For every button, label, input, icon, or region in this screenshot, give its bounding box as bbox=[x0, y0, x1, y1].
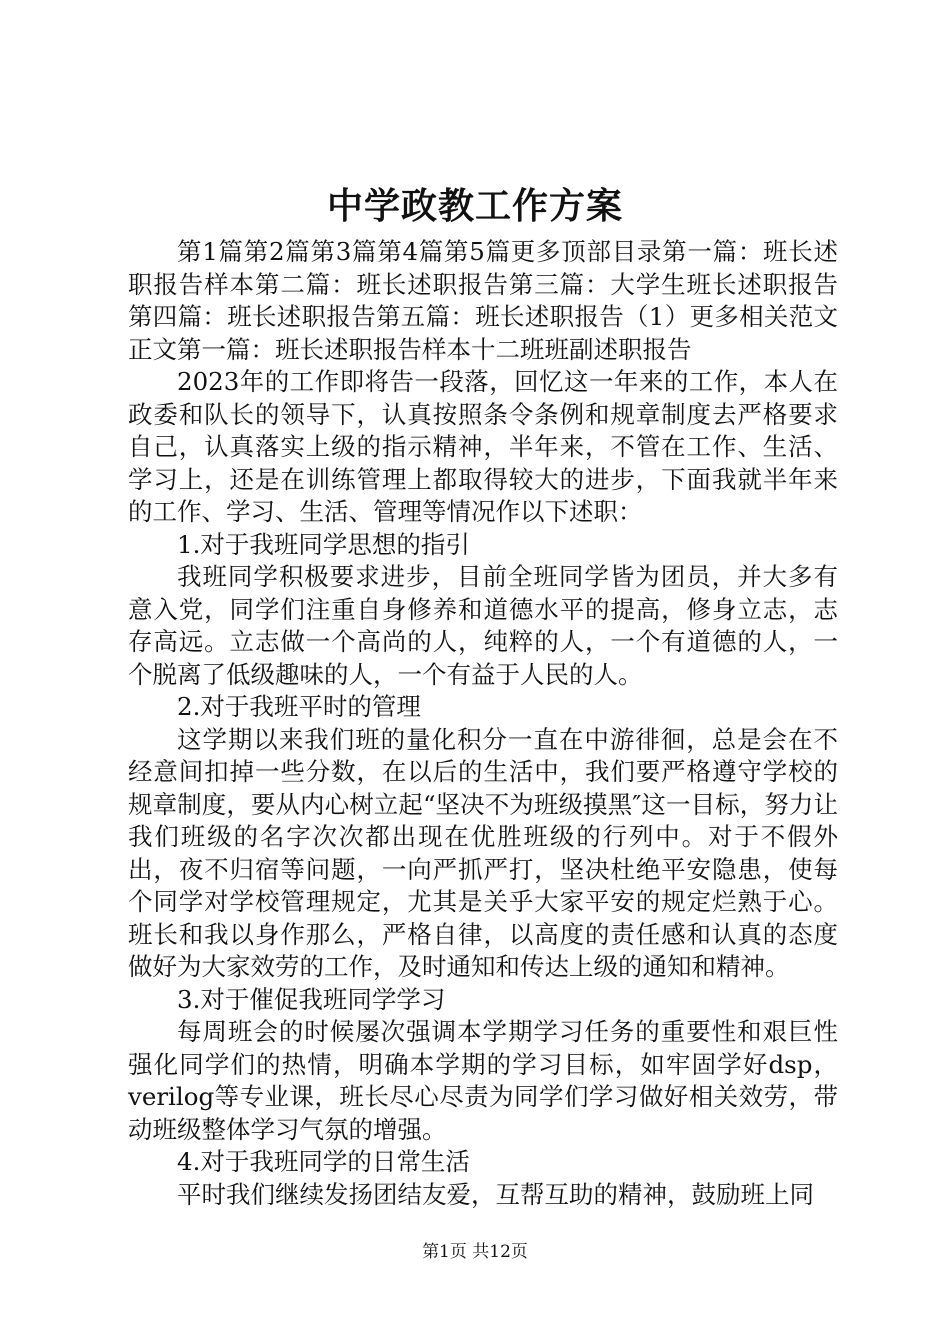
paragraph-toc: 第1篇第2篇第3篇第4篇第5篇更多顶部目录第一篇：班长述职报告样本第二篇：班长述职报告第三篇：大学生班长述职报告第四篇：班长述职报告第五篇：班长述职报告（1）更多相关范文正文第一篇：班长述职报告样本十二班班副述职报告 bbox=[128, 237, 838, 364]
paragraph-section-2: 这学期以来我们班的量化积分一直在中游徘徊，总是会在不经意间扣掉一些分数，在以后的生活中，我们要严格遵守学校的规章制度，要从内心树立起“坚决不为班级摸黑″这一目标，努力让我们班级的名字次次都出现在优胜班级的行列中。对于不假外出，夜不归宿等问题，一向严抓严打，坚决杜绝平安隐患，使每个同学对学校管理规定，尤其是关乎大家平安的规定烂熟于心。班长和我以身作那么，严格自律，以高度的责任感和认真的态度做好为大家效劳的工作，及时通知和传达上级的通知和精神。 bbox=[128, 724, 838, 981]
page-footer: 第1页 共12页 bbox=[422, 1242, 528, 1262]
document-body bbox=[128, 236, 838, 1211]
section-heading-4: 4.对于我班同学的日常生活 bbox=[177, 1147, 470, 1176]
section-heading-3: 3.对于催促我班同学学习 bbox=[177, 984, 446, 1014]
section-heading-2: 2.对于我班平时的管理 bbox=[177, 692, 421, 721]
section-heading-1: 1.对于我班同学思想的指引 bbox=[177, 529, 470, 559]
paragraph-section-4: 平时我们继续发扬团结友爱，互帮互助的精神，鼓励班上同 bbox=[177, 1179, 814, 1209]
paragraph-intro: 2023年的工作即将告一段落，回忆这一年来的工作，本人在政委和队长的领导下，认真按照条令条例和规章制度去严格要求自己，认真落实上级的指示精神，半年来，不管在工作、生活、学习上，还是在训练管理上都取得较大的进步，下面我就半年来的工作、学习、生活、管理等情况作以下述职： bbox=[128, 367, 838, 526]
document-title: 中学政教工作方案 bbox=[326, 185, 623, 227]
paragraph-section-1: 我班同学积极要求进步，目前全班同学皆为团员，并大多有意入党，同学们注重自身修养和道德水平的提高，修身立志，志存高远。立志做一个高尚的人，纯粹的人，一个有道德的人，一个脱离了低级趣味的人，一个有益于人民的人。 bbox=[128, 562, 838, 689]
paragraph-section-3: 每周班会的时候屡次强调本学期学习任务的重要性和艰巨性强化同学们的热情，明确本学期的学习目标，如牢固学好dsp，verilog等专业课，班长尽心尽责为同学们学习做好相关效劳，带动班级整体学习气氛的增强。 bbox=[128, 1017, 838, 1144]
